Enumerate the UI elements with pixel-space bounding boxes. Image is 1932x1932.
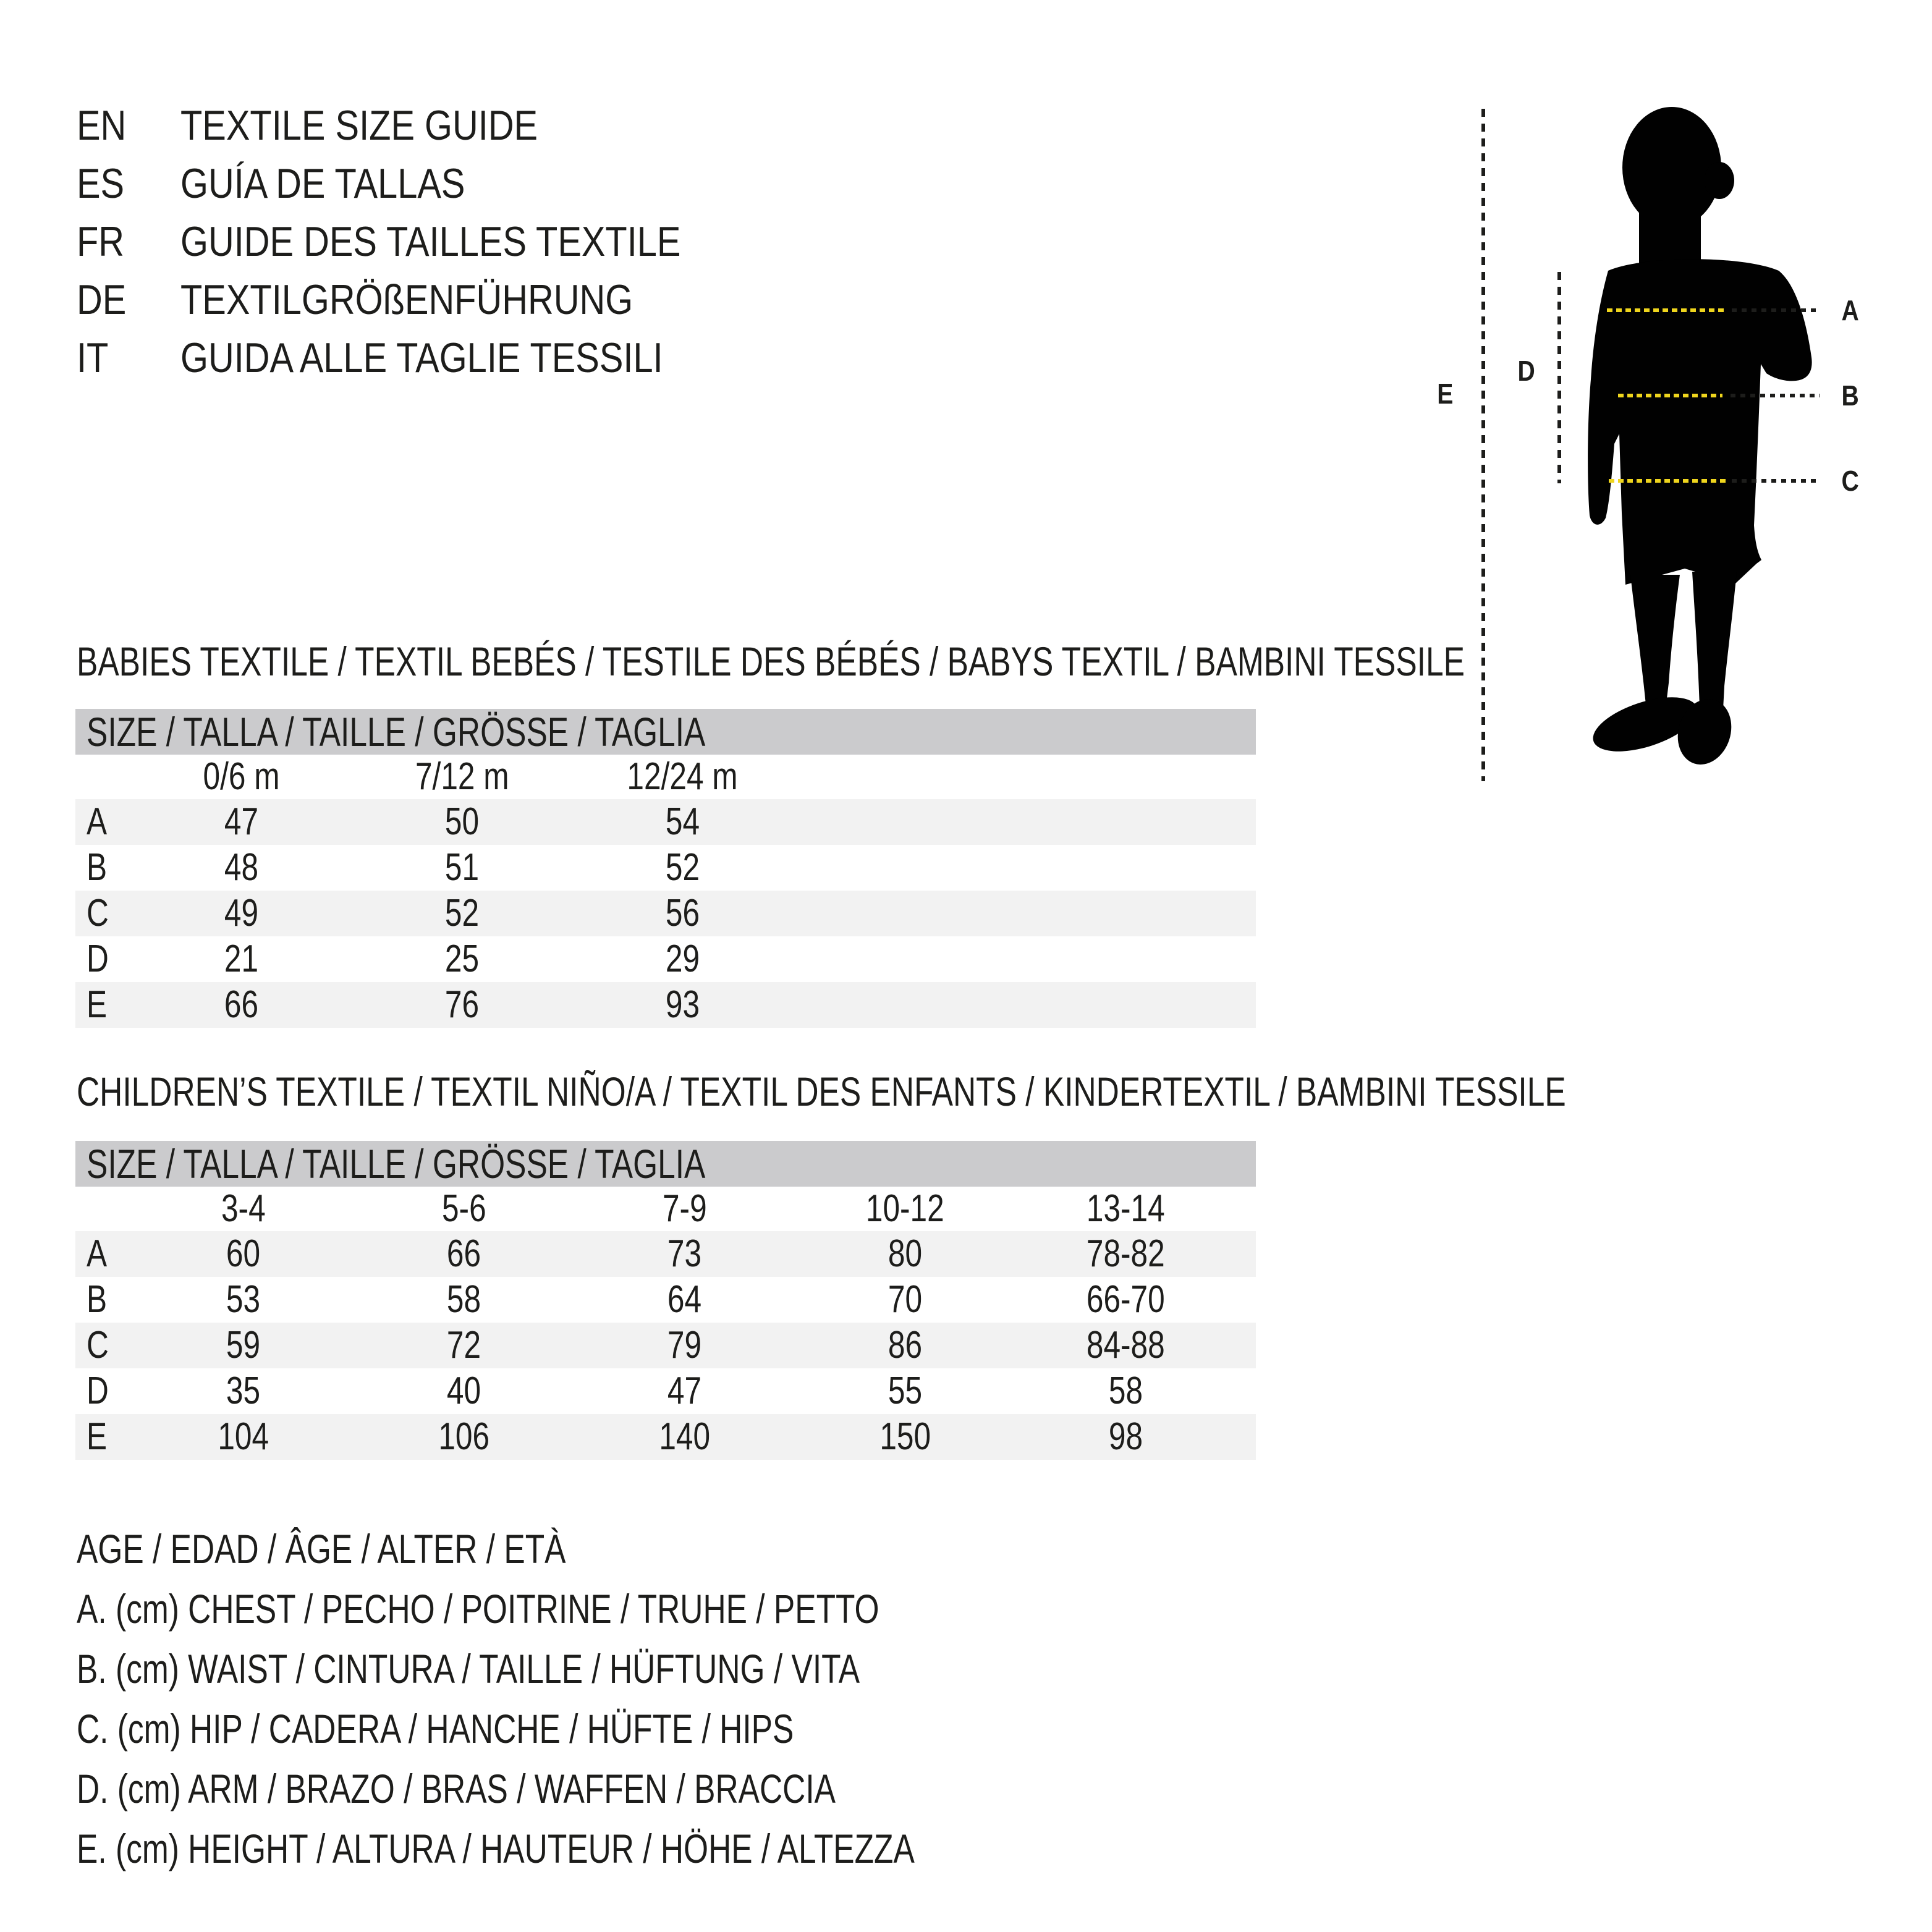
children-column-header: 3-4	[221, 1187, 266, 1230]
language-title-block	[77, 96, 769, 387]
cell-value: 66	[224, 983, 259, 1026]
figure-label-d: D	[1517, 355, 1536, 387]
cell-value: 106	[438, 1415, 489, 1458]
cell-value: 73	[667, 1232, 702, 1275]
row-label: A	[87, 800, 108, 843]
babies-column-header-spacer	[75, 755, 131, 799]
cell-value: 66	[446, 1232, 481, 1275]
cell-value: 49	[224, 892, 259, 934]
row-label: C	[87, 1324, 109, 1366]
babies-column-header-row	[75, 755, 1256, 799]
babies-column-header: 12/24 m	[627, 755, 739, 798]
lang-row-en	[77, 96, 769, 155]
babies-table-row-a	[75, 799, 1256, 845]
figure-label-b: B	[1841, 379, 1860, 412]
cell-value: 53	[226, 1278, 261, 1321]
lang-title-fr: GUIDE DES TAILLES TEXTILE	[180, 218, 681, 265]
legend-line-height: E. (cm) HEIGHT / ALTURA / HAUTEUR / HÖHE / ALTEZZA	[77, 1826, 915, 1871]
legend-line-arm: D. (cm) ARM / BRAZO / BRAS / WAFFEN / BRACCIA	[77, 1766, 836, 1811]
cell-value: 51	[444, 846, 480, 889]
children-column-header: 5-6	[441, 1187, 486, 1230]
cell-value: 60	[226, 1232, 261, 1275]
children-column-header-row	[75, 1187, 1256, 1231]
figure-label-a: A	[1841, 294, 1860, 326]
figure-label-c: C	[1841, 465, 1860, 497]
lang-code-en: EN	[77, 102, 127, 149]
babies-table-row-c	[75, 891, 1256, 936]
cell-value: 25	[444, 938, 480, 980]
babies-column-header: 7/12 m	[415, 755, 509, 798]
cell-value: 140	[659, 1415, 710, 1458]
lang-row-de	[77, 271, 769, 329]
babies-size-table	[75, 709, 1256, 1028]
children-table-row-e	[75, 1414, 1256, 1460]
babies-table-row-e	[75, 982, 1256, 1028]
cell-value: 104	[218, 1415, 269, 1458]
lang-code-de: DE	[77, 276, 127, 323]
children-column-header: 10-12	[866, 1187, 944, 1230]
cell-value: 52	[444, 892, 480, 934]
lang-title-en: TEXTILE SIZE GUIDE	[180, 102, 538, 149]
measurement-legend	[77, 1519, 1151, 1879]
children-table-row-a	[75, 1231, 1256, 1277]
children-size-header-bar: SIZE / TALLA / TAILLE / GRÖSSE / TAGLIA	[75, 1141, 1256, 1187]
figure-label-e: E	[1436, 378, 1454, 410]
cell-value: 48	[224, 846, 259, 889]
cell-value: 47	[224, 800, 259, 843]
children-column-header-spacer	[75, 1187, 133, 1231]
row-label: C	[87, 892, 109, 934]
measurement-figure	[1415, 105, 1910, 797]
babies-column-header: 0/6 m	[203, 755, 280, 798]
children-table-row-d	[75, 1368, 1256, 1414]
lang-row-es	[77, 155, 769, 213]
cell-value: 35	[226, 1370, 261, 1412]
cell-value: 52	[665, 846, 700, 889]
babies-section-title: BABIES TEXTILE / TEXTIL BEBÉS / TESTILE DES BÉBÉS / BABYS TEXTIL / BAMBINI TESSILE	[77, 638, 1465, 684]
cell-value: 76	[444, 983, 480, 1026]
children-table-row-b	[75, 1277, 1256, 1323]
cell-value: 78-82	[1087, 1232, 1165, 1275]
silhouette-left-leg	[1630, 575, 1680, 705]
legend-line-chest: A. (cm) CHEST / PECHO / POITRINE / TRUHE / PETTO	[77, 1586, 879, 1632]
children-table-row-c	[75, 1323, 1256, 1368]
children-size-table	[75, 1141, 1256, 1460]
cell-value: 55	[888, 1370, 923, 1412]
cell-value: 66-70	[1087, 1278, 1165, 1321]
lang-row-fr	[77, 213, 769, 271]
cell-value: 72	[446, 1324, 481, 1366]
cell-value: 58	[1108, 1370, 1143, 1412]
babies-table-row-d	[75, 936, 1256, 982]
babies-table-row-b	[75, 845, 1256, 891]
row-label: E	[87, 983, 108, 1026]
silhouette-head	[1622, 107, 1721, 228]
cell-value: 47	[667, 1370, 702, 1412]
cell-value: 70	[888, 1278, 923, 1321]
measurement-figure-graphic	[1415, 105, 1910, 797]
row-label: D	[87, 938, 109, 980]
cell-value: 64	[667, 1278, 702, 1321]
babies-size-header-bar: SIZE / TALLA / TAILLE / GRÖSSE / TAGLIA	[75, 709, 1256, 755]
legend-line-waist: B. (cm) WAIST / CINTURA / TAILLE / HÜFTUNG / VITA	[77, 1646, 860, 1692]
cell-value: 40	[446, 1370, 481, 1412]
cell-value: 84-88	[1087, 1324, 1165, 1366]
cell-value: 54	[665, 800, 700, 843]
cell-value: 93	[665, 983, 700, 1026]
lang-title-de: TEXTILGRÖßENFÜHRUNG	[180, 276, 633, 323]
row-label: E	[87, 1415, 108, 1458]
cell-value: 98	[1108, 1415, 1143, 1458]
cell-value: 79	[667, 1324, 702, 1366]
row-label: B	[87, 1278, 108, 1321]
cell-value: 50	[444, 800, 480, 843]
row-label: D	[87, 1370, 109, 1412]
children-column-header: 7-9	[662, 1187, 707, 1230]
row-label: A	[87, 1232, 108, 1275]
lang-title-it: GUIDA ALLE TAGLIE TESSILI	[180, 334, 663, 381]
lang-row-it	[77, 329, 769, 387]
lang-code-es: ES	[77, 160, 125, 207]
cell-value: 58	[446, 1278, 481, 1321]
children-column-header: 13-14	[1087, 1187, 1165, 1230]
cell-value: 86	[888, 1324, 923, 1366]
silhouette-hair-bump	[1705, 162, 1734, 199]
cell-value: 29	[665, 938, 700, 980]
silhouette-shirt	[1588, 259, 1812, 585]
silhouette-neck	[1639, 210, 1701, 266]
cell-value: 21	[224, 938, 259, 980]
cell-value: 59	[226, 1324, 261, 1366]
children-section-title: CHILDREN’S TEXTILE / TEXTIL NIÑO/A / TEXTIL DES ENFANTS / KINDERTEXTIL / BAMBINI TESSILE	[77, 1069, 1566, 1114]
legend-line-hip: C. (cm) HIP / CADERA / HANCHE / HÜFTE / HIPS	[77, 1706, 794, 1752]
row-label: B	[87, 846, 108, 889]
lang-title-es: GUÍA DE TALLAS	[180, 160, 465, 207]
legend-line-age: AGE / EDAD / ÂGE / ALTER / ETÀ	[77, 1526, 566, 1572]
cell-value: 56	[665, 892, 700, 934]
lang-code-it: IT	[77, 334, 109, 381]
cell-value: 150	[879, 1415, 931, 1458]
lang-code-fr: FR	[77, 218, 125, 265]
cell-value: 80	[888, 1232, 923, 1275]
